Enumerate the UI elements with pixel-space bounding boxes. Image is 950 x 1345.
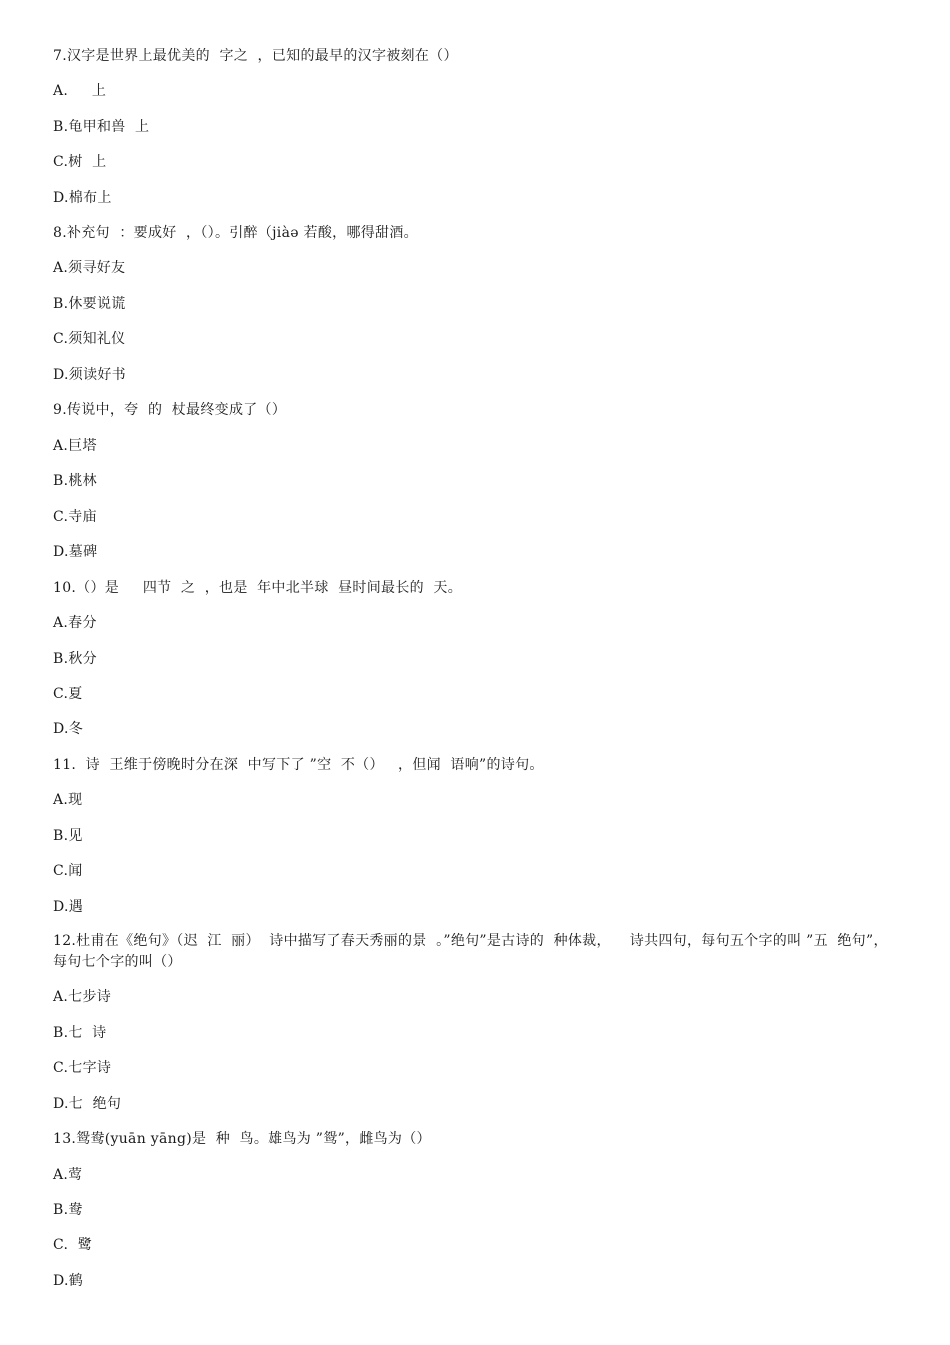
question-11-option-d: D.遇 (53, 899, 84, 915)
question-8-option-d: D.须读好书 (53, 367, 126, 383)
question-9-option-c: C.寺庙 (53, 509, 97, 525)
question-10-option-c: C.夏 (53, 686, 83, 702)
question-10-option-a: A.春分 (53, 615, 97, 631)
question-9-stem: 9.传说中，夸 的 杖最终变成了（） (53, 402, 287, 418)
question-10-option-b: B.秋分 (53, 651, 97, 667)
question-7-option-c: C.树 上 (53, 154, 107, 170)
question-13-option-d: D.鹤 (53, 1273, 84, 1289)
question-12-option-b: B.七 诗 (53, 1025, 107, 1041)
question-13-option-b: B.鸯 (53, 1202, 83, 1218)
question-11-option-a: A.现 (53, 792, 83, 808)
question-9-option-a: A.巨塔 (53, 438, 97, 454)
question-8-stem: 8.补充句 ：要成好 ，（）。引醉（jiàə 若酸，哪得甜酒。 (53, 225, 418, 241)
question-12-stem: 12.杜甫在《绝句》（迟 江 丽） 诗中描写了春天秀丽的景 。”绝句”是古诗的 种体裁， 诗共四句，每句五个字的叫 ”五 绝句”，每句七个字的叫（） (53, 933, 888, 970)
question-8-option-b: B.休要说谎 (53, 296, 126, 312)
question-11-stem: 11. 诗 王维于傍晚时分在深 中写下了 ”空 不（） ，但闻 语响”的诗句。 (53, 757, 544, 773)
question-13-option-c: C. 鹭 (53, 1237, 93, 1253)
question-7-option-a: A. 上 (53, 83, 107, 99)
question-7-stem: 7.汉字是世界上最优美的 字之 ，已知的最早的汉字被刻在（） (53, 48, 458, 64)
question-10-option-d: D.冬 (53, 721, 84, 737)
question-11-option-c: C.闻 (53, 863, 83, 879)
question-12-option-c: C.七字诗 (53, 1060, 112, 1076)
question-8-option-c: C.须知礼仪 (53, 331, 126, 347)
question-13-stem: 13.鸳鸯(yuān yāng)是 种 鸟。雄鸟为 ”鸳”，雌鸟为（） (53, 1131, 431, 1147)
question-11-option-b: B.见 (53, 828, 83, 844)
question-8-option-a: A.须寻好友 (53, 260, 126, 276)
question-12-option-a: A.七步诗 (53, 989, 112, 1005)
question-7-option-b: B.龟甲和兽 上 (53, 119, 150, 135)
question-10-stem: 10.（）是 四节 之 ，也是 年中北半球 昼时间最长的 天。 (53, 580, 463, 596)
question-9-option-d: D.墓碑 (53, 544, 98, 560)
question-12-option-d: D.七 绝句 (53, 1096, 122, 1112)
question-7-option-d: D.棉布上 (53, 190, 112, 206)
question-9-option-b: B.桃林 (53, 473, 97, 489)
question-13-option-a: A.莺 (53, 1167, 83, 1183)
